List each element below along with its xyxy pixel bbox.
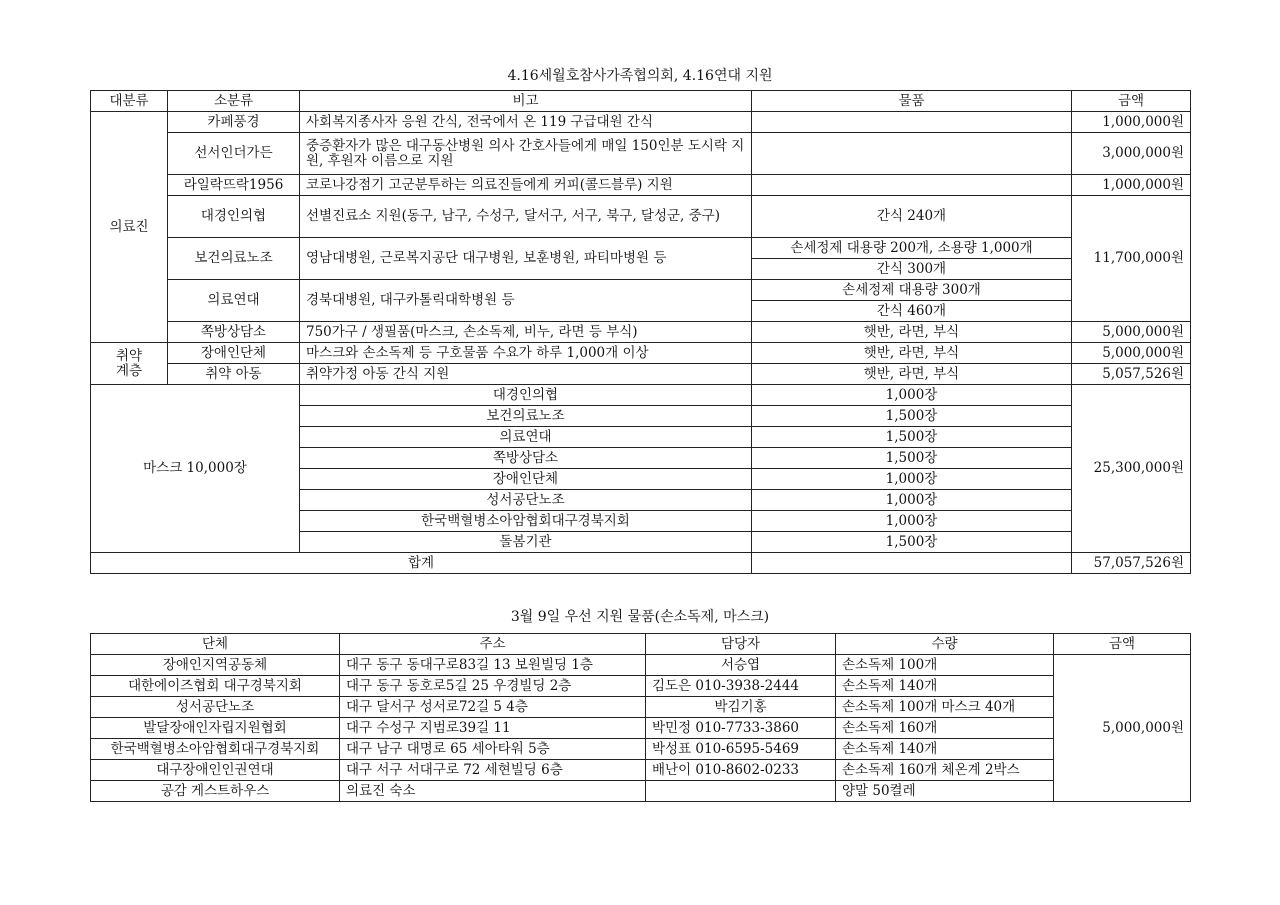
sub-cell: 장애인단체	[168, 343, 300, 364]
amount-cell: 3,000,000원	[1072, 133, 1191, 175]
mask-qty: 1,000장	[752, 469, 1072, 490]
table-row	[91, 781, 1191, 802]
header-amount: 금액	[1072, 91, 1191, 112]
item-cell: 간식 240개	[752, 196, 1072, 238]
org-cell: 대구장애인인권연대	[91, 760, 340, 781]
note-cell: 마스크와 손소독제 등 구호물품 수요가 하루 1,000개 이상	[300, 343, 752, 364]
priority-support-table	[90, 633, 1191, 802]
sub-cell: 취약 아동	[168, 364, 300, 385]
header-item: 물품	[752, 91, 1072, 112]
sub-cell: 쪽방상담소	[168, 322, 300, 343]
table-row	[91, 343, 1191, 364]
address-cell: 의료진 숙소	[340, 781, 646, 802]
qty-cell: 손소독제 140개	[836, 739, 1054, 760]
header-amount: 금액	[1054, 634, 1191, 655]
address-cell: 대구 남구 대명로 65 세아타워 5층	[340, 739, 646, 760]
mask-org: 의료연대	[300, 427, 752, 448]
amount-cell: 5,000,000원	[1072, 322, 1191, 343]
qty-cell: 손소독제 160개	[836, 718, 1054, 739]
total-row	[91, 553, 1191, 574]
note-cell: 코로나강점기 고군분투하는 의료진들에게 커피(콜드블루) 지원	[300, 175, 752, 196]
item-cell	[752, 175, 1072, 196]
contact-cell: 박민정 010-7733-3860	[646, 718, 836, 739]
note-cell: 경북대병원, 대구카톨릭대학병원 등	[300, 280, 752, 322]
item-cell: 간식 300개	[752, 259, 1072, 280]
amount-cell: 5,000,000원	[1072, 343, 1191, 364]
sub-cell: 의료연대	[168, 280, 300, 322]
contact-cell: 김도은 010-3938-2444	[646, 676, 836, 697]
org-cell: 성서공단노조	[91, 697, 340, 718]
table-row	[91, 133, 1191, 175]
total-label: 합계	[91, 553, 752, 574]
mask-org: 쪽방상담소	[300, 448, 752, 469]
mask-qty: 1,500장	[752, 427, 1072, 448]
mask-org: 대경인의협	[300, 385, 752, 406]
table2-title: 3월 9일 우선 지원 물품(손소독제, 마스크)	[510, 609, 770, 625]
item-cell: 손세정제 대용량 300개	[752, 280, 1072, 301]
qty-cell: 손소독제 160개 체온계 2박스	[836, 760, 1054, 781]
sub-cell: 라일락뜨락1956	[168, 175, 300, 196]
mask-qty: 1,000장	[752, 385, 1072, 406]
note-cell: 사회복지종사자 응원 간식, 전국에서 온 119 구급대원 간식	[300, 112, 752, 133]
mask-org: 보건의료노조	[300, 406, 752, 427]
table-row	[91, 322, 1191, 343]
address-cell: 대구 동구 동호로5길 25 우경빌딩 2층	[340, 676, 646, 697]
table-row	[91, 280, 1191, 301]
contact-cell: 배난이 010-8602-0233	[646, 760, 836, 781]
address-cell: 대구 동구 동대구로83길 13 보원빌딩 1층	[340, 655, 646, 676]
sub-cell: 카페풍경	[168, 112, 300, 133]
table-row	[91, 175, 1191, 196]
mask-qty: 1,000장	[752, 511, 1072, 532]
header-minor: 소분류	[168, 91, 300, 112]
mask-org: 성서공단노조	[300, 490, 752, 511]
item-cell	[752, 133, 1072, 175]
group-vulnerable: 취약 계층	[91, 343, 168, 385]
qty-cell: 양말 50켤레	[836, 781, 1054, 802]
header-org: 단체	[91, 634, 340, 655]
item-cell: 간식 460개	[752, 301, 1072, 322]
note-cell: 750가구 / 생필품(마스크, 손소독제, 비누, 라면 등 부식)	[300, 322, 752, 343]
header-note: 비고	[300, 91, 752, 112]
table1-title: 4.16세월호참사가족협의회, 4.16연대 지원	[507, 68, 773, 84]
item-cell: 햇반, 라면, 부식	[752, 322, 1072, 343]
header-contact: 담당자	[646, 634, 836, 655]
org-cell: 장애인지역공동체	[91, 655, 340, 676]
qty-cell: 손소독제 100개	[836, 655, 1054, 676]
group-medical: 의료진	[91, 112, 168, 343]
table-row	[91, 364, 1191, 385]
org-cell: 대한에이즈협회 대구경북지회	[91, 676, 340, 697]
header-address: 주소	[340, 634, 646, 655]
note-cell: 영남대병원, 근로복지공단 대구병원, 보훈병원, 파티마병원 등	[300, 238, 752, 280]
table-row	[91, 676, 1191, 697]
item-cell	[752, 112, 1072, 133]
header-qty: 수량	[836, 634, 1054, 655]
header-major: 대분류	[91, 91, 168, 112]
contact-cell: 박성표 010-6595-5469	[646, 739, 836, 760]
amount-cell: 5,000,000원	[1054, 655, 1191, 802]
qty-cell: 손소독제 140개	[836, 676, 1054, 697]
amount-cell: 5,057,526원	[1072, 364, 1191, 385]
sub-cell: 보건의료노조	[168, 238, 300, 280]
table-header-row	[91, 91, 1191, 112]
mask-qty: 1,500장	[752, 532, 1072, 553]
mask-org: 돌봄기관	[300, 532, 752, 553]
note-cell: 중증환자가 많은 대구동산병원 의사 간호사들에게 매일 150인분 도시락 지원, 후원자 이름으로 지원	[300, 133, 752, 175]
mask-amount: 25,300,000원	[1072, 385, 1191, 553]
amount-cell: 1,000,000원	[1072, 175, 1191, 196]
mask-org: 장애인단체	[300, 469, 752, 490]
table-row	[91, 718, 1191, 739]
amount-cell: 1,000,000원	[1072, 112, 1191, 133]
mask-org: 한국백혈병소아암협회대구경북지회	[300, 511, 752, 532]
item-cell: 햇반, 라면, 부식	[752, 364, 1072, 385]
mask-qty: 1,500장	[752, 406, 1072, 427]
org-cell: 한국백혈병소아암협회대구경북지회	[91, 739, 340, 760]
org-cell: 발달장애인자립지원협회	[91, 718, 340, 739]
table-row	[91, 697, 1191, 718]
table-row	[91, 238, 1191, 259]
address-cell: 대구 달서구 성서로72길 5 4층	[340, 697, 646, 718]
total-empty	[752, 553, 1072, 574]
item-cell: 손세정제 대용량 200개, 소용량 1,000개	[752, 238, 1072, 259]
amount-medical-combined: 11,700,000원	[1072, 196, 1191, 322]
note-cell: 선별진료소 지원(동구, 남구, 수성구, 달서구, 서구, 북구, 달성군, 중구)	[300, 196, 752, 238]
contact-cell: 서승엽	[646, 655, 836, 676]
table-row	[91, 655, 1191, 676]
total-amount: 57,057,526원	[1072, 553, 1191, 574]
support-table	[90, 90, 1191, 574]
mask-label: 마스크 10,000장	[91, 385, 300, 553]
org-cell: 공감 게스트하우스	[91, 781, 340, 802]
contact-cell: 박김기홍	[646, 697, 836, 718]
address-cell: 대구 수성구 지범로39길 11	[340, 718, 646, 739]
mask-qty: 1,000장	[752, 490, 1072, 511]
mask-row	[91, 385, 1191, 406]
contact-cell	[646, 781, 836, 802]
note-cell: 취약가정 아동 간식 지원	[300, 364, 752, 385]
table-row	[91, 760, 1191, 781]
item-cell: 햇반, 라면, 부식	[752, 343, 1072, 364]
qty-cell: 손소독제 100개 마스크 40개	[836, 697, 1054, 718]
mask-qty: 1,500장	[752, 448, 1072, 469]
address-cell: 대구 서구 서대구로 72 세현빌딩 6층	[340, 760, 646, 781]
table-row	[91, 196, 1191, 238]
sub-cell: 대경인의협	[168, 196, 300, 238]
sub-cell: 선서인더가든	[168, 133, 300, 175]
table-row	[91, 112, 1191, 133]
table-header-row	[91, 634, 1191, 655]
table-row	[91, 739, 1191, 760]
